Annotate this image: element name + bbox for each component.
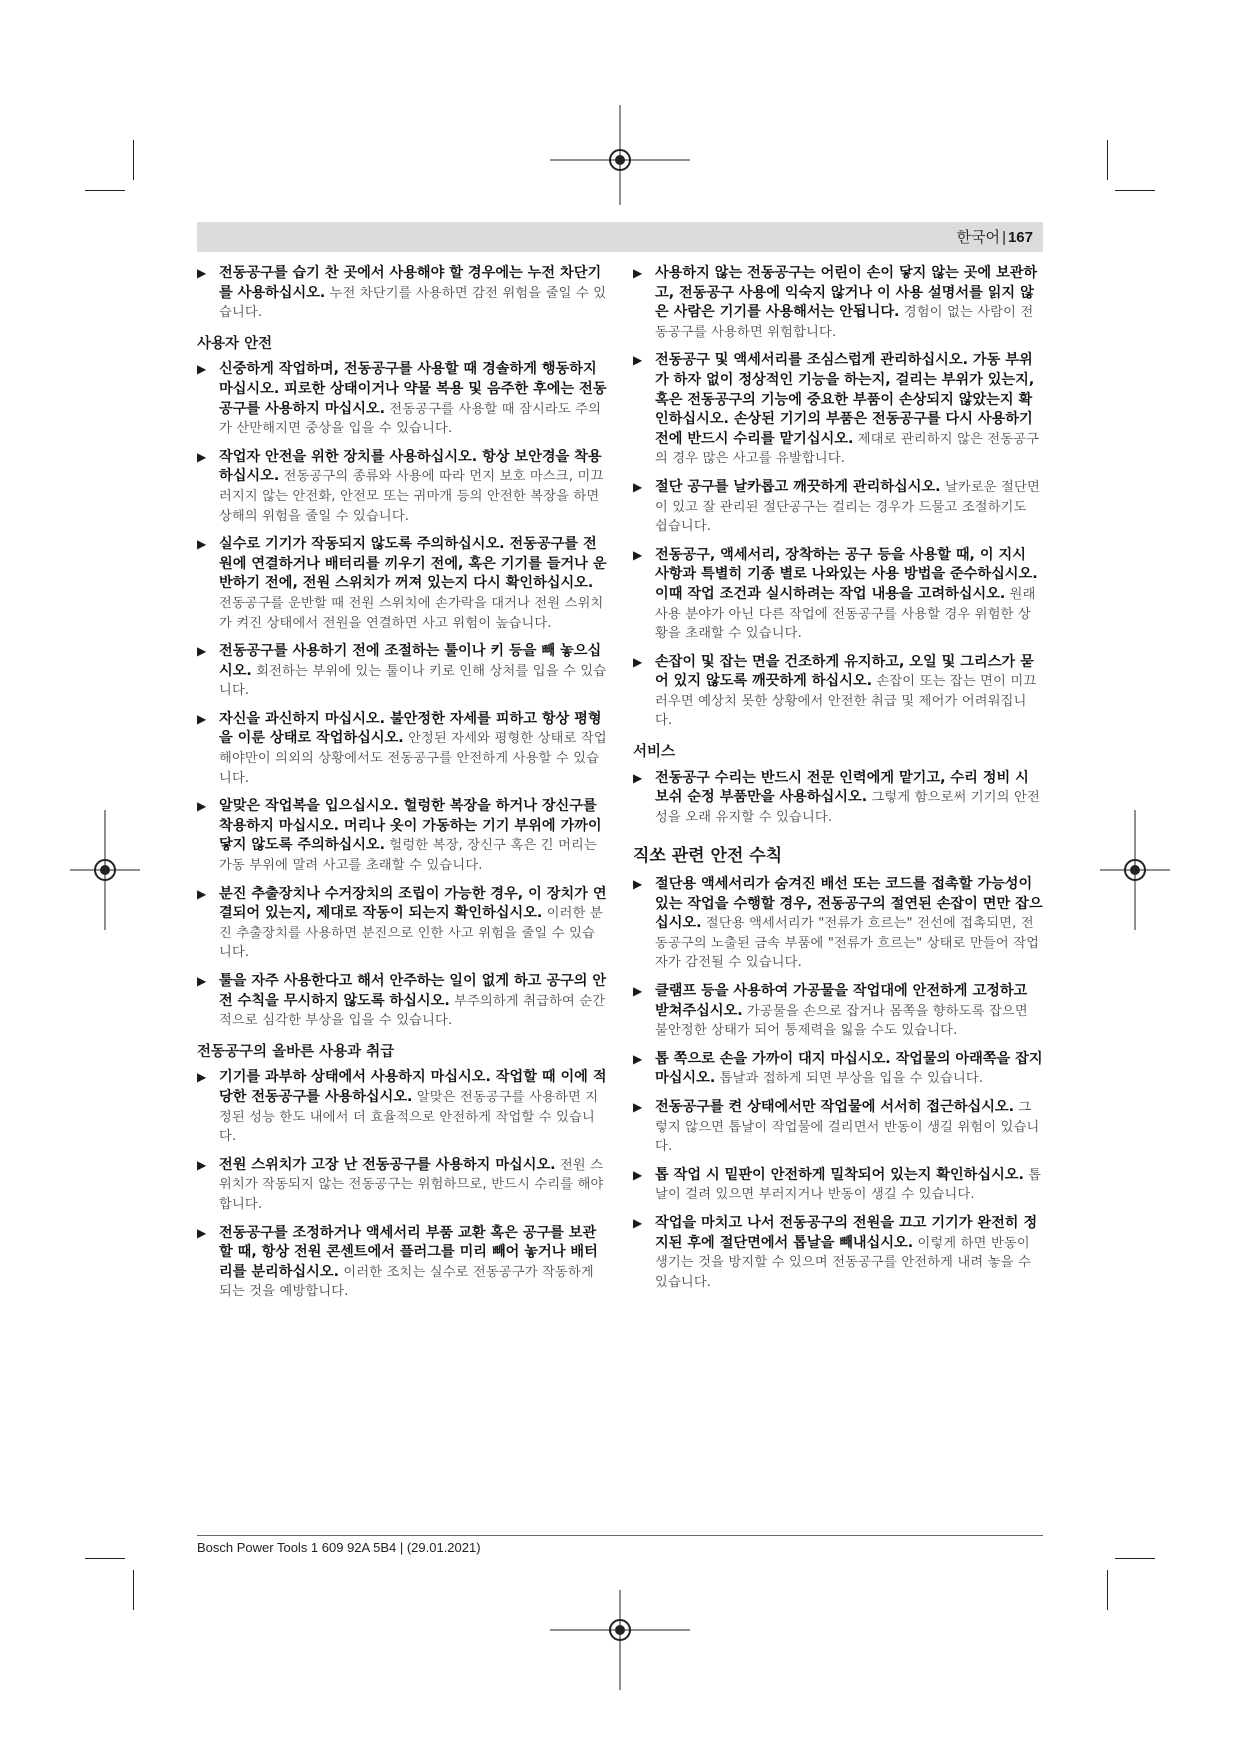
safety-instruction-item bbox=[633, 875, 1043, 973]
safety-instruction-item bbox=[197, 1068, 607, 1146]
safety-instruction-item bbox=[633, 264, 1043, 342]
bullet-triangle-icon: ▶ bbox=[197, 799, 207, 814]
safety-instruction-item bbox=[197, 1224, 607, 1302]
instruction-bold: 전동공구를 사용하기 전에 조절하는 툴이나 키 등을 빼 놓으십시오. bbox=[219, 643, 602, 679]
bullet-triangle-icon: ▶ bbox=[197, 1070, 207, 1085]
instruction-explanation: 손잡이 또는 잡는 면이 미끄러우면 예상치 못한 상황에서 안전한 취급 및 제어가 어려워집니다. bbox=[655, 674, 1037, 729]
safety-instruction-item bbox=[633, 1214, 1043, 1292]
crop-mark bbox=[1107, 140, 1108, 180]
instruction-bold: 전동공구를 조정하거나 액세서리 부품 교환 혹은 공구를 보관할 때, 항상 전원 콘센트에서 플러그를 미리 빼어 놓거나 배터리를 분리하십시오. bbox=[219, 1224, 598, 1280]
instruction-bold: 손잡이 및 잡는 면을 건조하게 유지하고, 오일 및 그리스가 묻어 있지 않도록 깨끗하게 하십시오. bbox=[655, 653, 1034, 690]
bullet-triangle-icon: ▶ bbox=[633, 770, 643, 785]
crop-mark bbox=[85, 1558, 125, 1559]
bullet-triangle-icon: ▶ bbox=[633, 877, 643, 892]
registration-mark-bottom bbox=[550, 1590, 690, 1690]
instruction-bold: 분진 추출장치나 수거장치의 조립이 가능한 경우, 이 장치가 연결되어 있는지, 제대로 작동이 되는지 확인하십시오. bbox=[219, 885, 607, 922]
safety-instruction-item bbox=[197, 885, 607, 963]
registration-mark-left bbox=[70, 810, 140, 930]
safety-instruction-item bbox=[197, 264, 607, 323]
instruction-explanation: 이러한 조치는 실수로 전동공구가 작동하게 되는 것을 예방합니다. bbox=[219, 1264, 594, 1300]
bullet-triangle-icon: ▶ bbox=[197, 974, 207, 988]
instruction-explanation: 이렇게 하면 반동이 생기는 것을 방지할 수 있으며 전동공구를 안전하게 내려 놓을 수 있습니다. bbox=[655, 1235, 1031, 1290]
instruction-bold: 작업자 안전을 위한 장치를 사용하십시오. 항상 보안경을 착용하십시오. bbox=[219, 448, 602, 485]
instruction-explanation: 전동공구의 종류와 사용에 따라 먼지 보호 마스크, 미끄러지지 않는 안전화, 안전모 또는 귀마개 등의 안전한 복장을 하면 상해의 위험을 줄일 수 있습니다. bbox=[219, 469, 604, 524]
right-column bbox=[633, 264, 1043, 1301]
bullet-triangle-icon: ▶ bbox=[633, 547, 643, 562]
bullet-triangle-icon: ▶ bbox=[633, 266, 643, 280]
instruction-bold: 기기를 과부하 상태에서 사용하지 마십시오. 작업할 때 이에 적당한 전동공구를 사용하십시오. bbox=[219, 1069, 607, 1105]
instruction-bold: 전원 스위치가 고장 난 전동공구를 사용하지 마십시오. bbox=[219, 1156, 556, 1173]
header-separator: | bbox=[1002, 229, 1006, 246]
instruction-bold: 알맞은 작업복을 입으십시오. 헐렁한 복장을 하거나 장신구를 착용하지 마십시오. 머리나 옷이 가동하는 기기 부위에 가까이 닿지 않도록 주의하십시오. bbox=[219, 798, 602, 854]
instruction-bold: 전동공구를 켠 상태에서만 작업물에 서서히 접근하십시오. bbox=[655, 1098, 1015, 1115]
bullet-triangle-icon: ▶ bbox=[197, 1157, 207, 1172]
bullet-triangle-icon: ▶ bbox=[197, 537, 207, 552]
crop-mark bbox=[85, 190, 125, 191]
safety-instruction-item bbox=[633, 982, 1043, 1041]
bullet-triangle-icon: ▶ bbox=[633, 1167, 643, 1182]
instruction-bold: 자신을 과신하지 마십시오. 불안정한 자세를 피하고 항상 평형을 이룬 상태로 작업하십시오. bbox=[219, 710, 602, 747]
instruction-explanation: 절단용 액세서리가 "전류가 흐르는" 전선에 접촉되면, 전동공구의 노출된 금속 부품에 "전류가 흐르는" 상태로 만들어 작업자가 감전될 수 있습니다. bbox=[655, 916, 1040, 971]
bullet-triangle-icon: ▶ bbox=[633, 1099, 643, 1114]
instruction-bold: 전동공구 및 액세서리를 조심스럽게 관리하십시오. 가동 부위가 하자 없이 정상적인 기능을 하는지, 걸리는 부위가 있는지, 혹은 전동공구의 기능에 중요한 부품이 손상되지 않았는지 확인하십시오. 손상된 기기의 부품은 전동공구를 다시 사용하기 전에 반드시 수리를 맡기십시오. bbox=[655, 352, 1035, 447]
instruction-explanation: 날카로운 절단면이 있고 잘 관리된 절단공구는 걸리는 경우가 드물고 조절하기도 쉽습니다. bbox=[655, 479, 1040, 535]
registration-mark-top bbox=[550, 105, 690, 205]
instruction-explanation: 그렇지 않으면 톱날이 작업물에 걸리면서 반동이 생길 위험이 있습니다. bbox=[655, 1099, 1040, 1155]
bullet-triangle-icon: ▶ bbox=[633, 1215, 643, 1230]
instruction-bold: 톱 작업 시 밑판이 안전하게 밀착되어 있는지 확인하십시오. bbox=[655, 1166, 1024, 1183]
instruction-bold: 절단 공구를 날카롭고 깨끗하게 관리하십시오. bbox=[655, 478, 941, 495]
crop-mark bbox=[133, 140, 134, 180]
registration-mark-right bbox=[1100, 810, 1170, 930]
bullet-triangle-icon: ▶ bbox=[197, 644, 207, 659]
crop-mark bbox=[1115, 1558, 1155, 1559]
instruction-explanation: 경험이 없는 사람이 전동공구를 사용하면 위험합니다. bbox=[655, 305, 1034, 340]
section-heading: 직쏘 관련 안전 수칙 bbox=[633, 846, 783, 867]
instruction-bold: 작업을 마치고 나서 전동공구의 전원을 끄고 기기가 완전히 정지된 후에 절단면에서 톱날을 빼내십시오. bbox=[655, 1214, 1038, 1251]
instruction-explanation: 원래 사용 분야가 아닌 다른 작업에 전동공구를 사용할 경우 위험한 상황을 초래할 수 있습니다. bbox=[655, 586, 1036, 642]
safety-instruction-item bbox=[197, 360, 607, 438]
instruction-bold: 톱 쪽으로 손을 가까이 대지 마십시오. 작업물의 아래쪽을 잡지 마십시오. bbox=[655, 1050, 1043, 1087]
safety-instruction-item bbox=[197, 448, 607, 526]
bullet-triangle-icon: ▶ bbox=[633, 353, 643, 368]
instruction-explanation: 톱날과 접하게 되면 부상을 입을 수 있습니다. bbox=[715, 1071, 984, 1087]
safety-instruction-item bbox=[633, 546, 1043, 644]
safety-instruction-item bbox=[633, 1166, 1043, 1205]
bullet-triangle-icon: ▶ bbox=[633, 479, 643, 494]
instruction-bold: 실수로 기기가 작동되지 않도록 주의하십시오. 전동공구를 전원에 연결하거나 배터리를 끼우기 전에, 혹은 기기를 들거나 운반하기 전에, 전원 스위치가 꺼져 있는지 다시 확인하십시오. bbox=[219, 536, 607, 592]
instruction-explanation: 전동공구를 사용할 때 잠시라도 주의가 산만해지면 중상을 입을 수 있습니다. bbox=[219, 401, 602, 437]
instruction-explanation: 알맞은 전동공구를 사용하면 지정된 성능 한도 내에서 더 효율적으로 안전하게 작업할 수 있습니다. bbox=[219, 1089, 599, 1145]
instruction-bold: 전동공구를 습기 찬 곳에서 사용해야 할 경우에는 누전 차단기를 사용하십시오. bbox=[219, 265, 602, 301]
safety-instruction-item bbox=[197, 710, 607, 788]
header-language: 한국어 bbox=[956, 229, 1001, 246]
safety-instruction-item bbox=[633, 1098, 1043, 1157]
safety-instruction-item bbox=[633, 1050, 1043, 1089]
instruction-explanation: 전원 스위치가 작동되지 않는 전동공구는 위험하므로, 반드시 수리를 해야 합니다. bbox=[219, 1157, 604, 1212]
bullet-triangle-icon: ▶ bbox=[197, 1225, 207, 1240]
safety-instruction-item bbox=[633, 478, 1043, 537]
instruction-bold: 전동공구 수리는 반드시 전문 인력에게 맡기고, 수리 정비 시 보쉬 순정 부품만을 사용하십시오. bbox=[655, 769, 1029, 806]
bullet-triangle-icon: ▶ bbox=[197, 266, 207, 280]
instruction-explanation: 부주의하게 취급하여 순간적으로 심각한 부상을 입을 수 있습니다. bbox=[219, 993, 606, 1029]
safety-instruction-item bbox=[633, 769, 1043, 828]
bullet-triangle-icon: ▶ bbox=[197, 711, 207, 726]
crop-mark bbox=[133, 1570, 134, 1610]
instruction-bold: 절단용 액세서리가 숨겨진 배선 또는 코드를 접촉할 가능성이 있는 작업을 수행할 경우, 전동공구의 절연된 손잡이 면만 잡으십시오. bbox=[655, 876, 1043, 932]
instruction-explanation: 회전하는 부위에 있는 툴이나 키로 인해 상처를 입을 수 있습니다. bbox=[219, 663, 607, 699]
footer-divider bbox=[197, 1535, 1043, 1536]
instruction-explanation: 제대로 관리하지 않은 전동공구의 경우 많은 사고를 유발합니다. bbox=[655, 431, 1040, 467]
crop-mark bbox=[1107, 1570, 1108, 1610]
page-footer: Bosch Power Tools 1 609 92A 5B4 | (29.01.2021) bbox=[197, 1540, 481, 1555]
safety-instruction-item bbox=[633, 351, 1043, 469]
section-heading: 사용자 안전 bbox=[197, 335, 273, 352]
crop-mark bbox=[1115, 190, 1155, 191]
instruction-bold: 툴을 자주 사용한다고 해서 안주하는 일이 없게 하고 공구의 안전 수칙을 무시하지 않도록 하십시오. bbox=[219, 973, 607, 1009]
section-heading: 서비스 bbox=[633, 744, 676, 761]
page-number: 167 bbox=[1007, 229, 1033, 246]
left-column bbox=[197, 264, 607, 1311]
safety-instruction-item bbox=[197, 797, 607, 875]
safety-instruction-item bbox=[197, 972, 607, 1031]
safety-instruction-item bbox=[633, 653, 1043, 731]
bullet-triangle-icon: ▶ bbox=[197, 449, 207, 464]
instruction-explanation: 전동공구를 운반할 때 전원 스위치에 손가락을 대거나 전원 스위치가 켜진 상태에서 전원을 연결하면 사고 위험이 높습니다. bbox=[219, 595, 604, 631]
safety-instruction-item bbox=[197, 642, 607, 701]
bullet-triangle-icon: ▶ bbox=[633, 654, 643, 669]
safety-instruction-item bbox=[197, 535, 607, 633]
instruction-explanation: 안정된 자세와 평형한 상태로 작업해야만이 의외의 상황에서도 전동공구를 안전하게 사용할 수 있습니다. bbox=[219, 731, 607, 786]
instruction-bold: 클램프 등을 사용하여 가공물을 작업대에 안전하게 고정하고 받쳐주십시오. bbox=[655, 983, 1028, 1019]
instruction-explanation: 헐렁한 복장, 장신구 혹은 긴 머리는 가동 부위에 말려 사고를 초래할 수 있습니다. bbox=[219, 838, 597, 874]
instruction-explanation: 그렇게 함으로써 기기의 안전성을 오래 유지할 수 있습니다. bbox=[655, 790, 1040, 825]
bullet-triangle-icon: ▶ bbox=[633, 1051, 643, 1066]
bullet-triangle-icon: ▶ bbox=[197, 362, 207, 377]
instruction-explanation: 이러한 분진 추출장치를 사용하면 분진으로 인한 사고 위험을 줄일 수 있습니다. bbox=[219, 906, 603, 961]
header-text bbox=[957, 226, 1033, 247]
safety-instruction-item bbox=[197, 1156, 607, 1215]
instruction-explanation: 가공물을 손으로 잡거나 몸쪽을 향하도록 잡으면 불안정한 상태가 되어 통제력을 잃을 수도 있습니다. bbox=[655, 1003, 1028, 1039]
instruction-bold: 신중하게 작업하며, 전동공구를 사용할 때 경솔하게 행동하지 마십시오. 피로한 상태이거나 약물 복용 및 음주한 후에는 전동공구를 사용하지 마십시오. bbox=[219, 361, 607, 417]
instruction-bold: 사용하지 않는 전동공구는 어린이 손이 닿지 않는 곳에 보관하고, 전동공구 사용에 익숙지 않거나 이 사용 설명서를 읽지 않은 사람은 기기를 사용해서는 안됩니다. bbox=[655, 265, 1038, 321]
section-heading: 전동공구의 올바른 사용과 취급 bbox=[197, 1043, 395, 1060]
bullet-triangle-icon: ▶ bbox=[633, 984, 643, 998]
bullet-triangle-icon: ▶ bbox=[197, 886, 207, 901]
instruction-bold: 전동공구, 액세서리, 장착하는 공구 등을 사용할 때, 이 지시 사항과 특별히 기종 별로 나와있는 사용 방법을 준수하십시오. 이때 작업 조건과 실시하려는 작업 내용을 고려하십시오. bbox=[655, 546, 1038, 602]
instruction-explanation: 누전 차단기를 사용하면 감전 위험을 줄일 수 있습니다. bbox=[219, 285, 607, 321]
instruction-explanation: 톱날이 걸려 있으면 부러지거나 반동이 생길 수 있습니다. bbox=[655, 1167, 1042, 1203]
page-header bbox=[197, 222, 1043, 252]
